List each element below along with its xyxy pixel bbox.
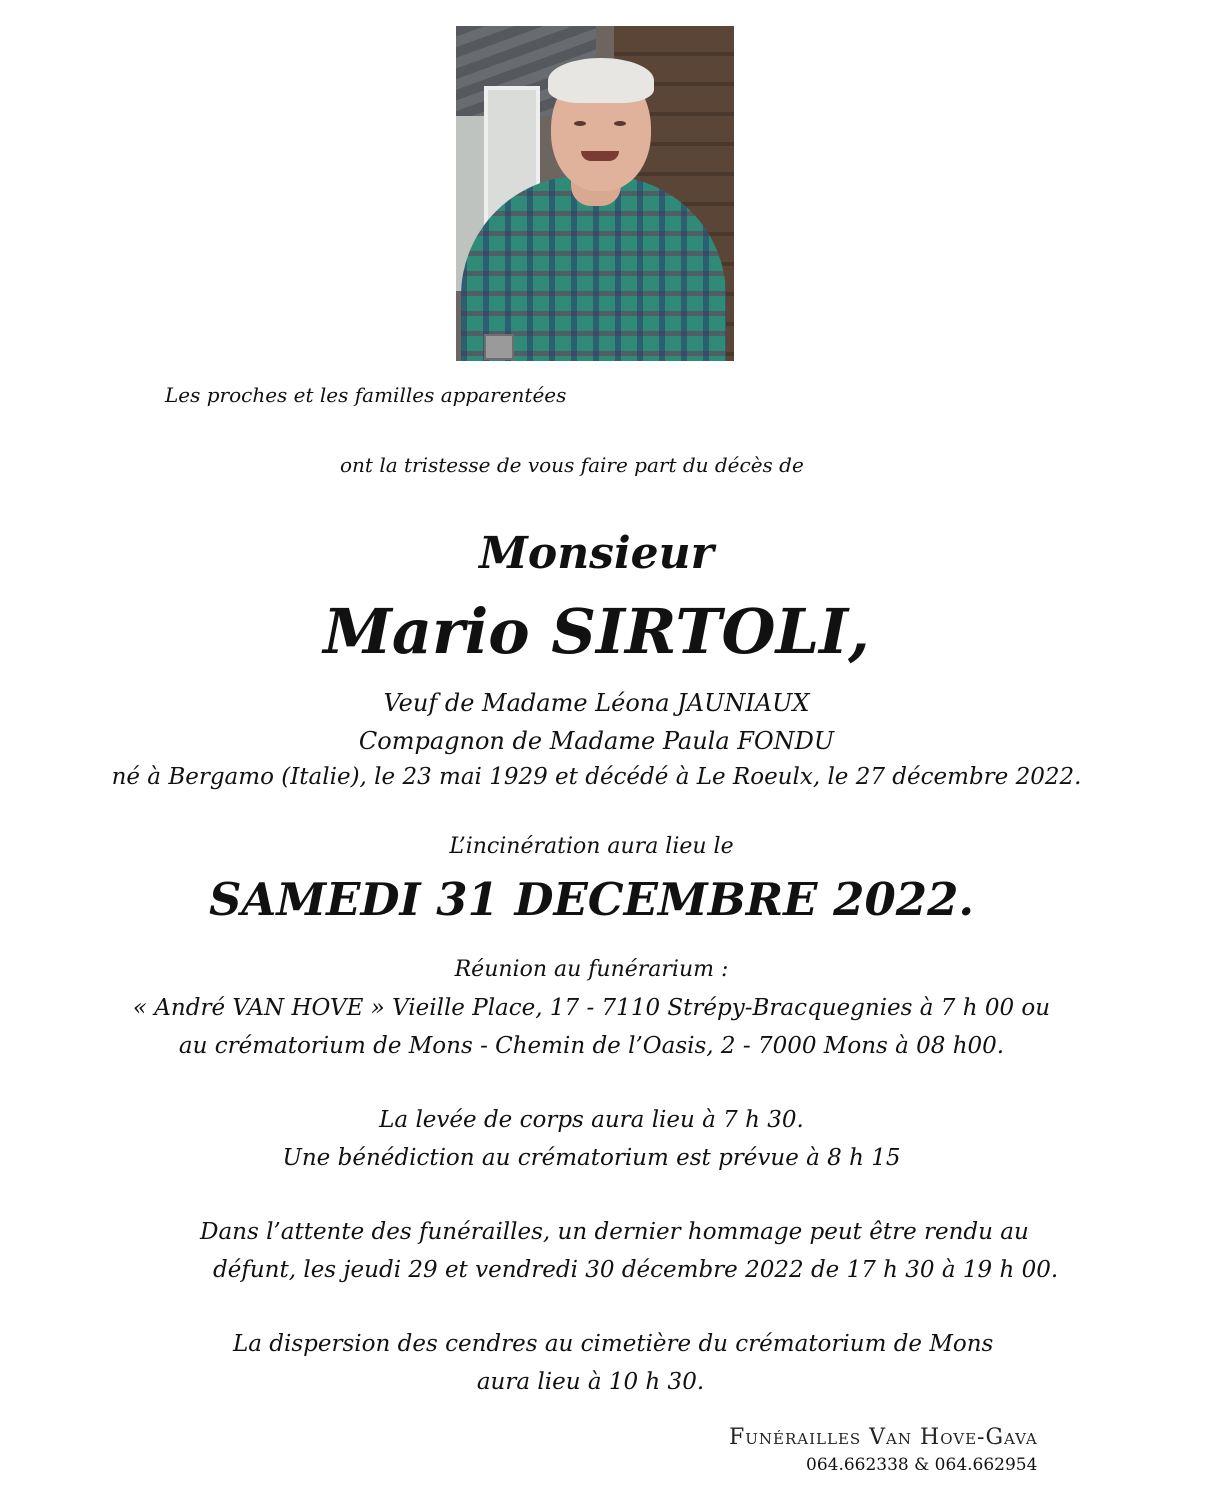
relation-widower: Veuf de Madame Léona JAUNIAUX [383,689,810,717]
intro-line-1: Les proches et les familles apparentées [165,383,567,407]
dispersion-line-2: aura lieu à 10 h 30. [476,1369,705,1395]
photo-hair [548,58,654,103]
cremation-intro: L’incinération aura lieu le [449,834,734,859]
reunion-title: Réunion au funérarium : [454,957,729,982]
photo-eye-left [574,121,586,126]
deceased-name: Mario SIRTOLI, [323,595,870,668]
relation-companion: Compagnon de Madame Paula FONDU [358,727,835,755]
photo-watch [484,334,514,360]
funeral-home-name: Funérailles Van Hove-Gava [729,1425,1038,1450]
reunion-line-1: « André VAN HOVE » Vieille Place, 17 - 7110 Strépy-Bracquegnies à 7 h 00 ou [132,995,1051,1021]
deceased-title: Monsieur [479,528,714,579]
photo-eye-right [614,121,626,126]
dispersion-line-1: La dispersion des cendres au cimetière du crématorium de Mons [233,1331,994,1357]
reunion-line-2: au crématorium de Mons - Chemin de l’Oasis, 2 - 7000 Mons à 08 h00. [178,1033,1005,1059]
portrait-photo [456,26,734,361]
ceremony-date: SAMEDI 31 DECEMBRE 2022. [208,873,975,926]
intro-line-2: ont la tristesse de vous faire part du décès de [340,453,804,477]
hommage-line-2: défunt, les jeudi 29 et vendredi 30 décembre 2022 de 17 h 30 à 19 h 00. [213,1257,1059,1283]
birth-death-line: né à Bergamo (Italie), le 23 mai 1929 et décédé à Le Roeulx, le 27 décembre 2022. [111,764,1082,790]
funeral-home-phone: 064.662338 & 064.662954 [806,1455,1038,1475]
levee-line-2: Une bénédiction au crématorium est prévue à 8 h 15 [282,1145,901,1171]
levee-line-1: La levée de corps aura lieu à 7 h 30. [379,1107,804,1133]
hommage-line-1: Dans l’attente des funérailles, un dernier hommage peut être rendu au [200,1219,1029,1245]
photo-smile [581,151,619,161]
